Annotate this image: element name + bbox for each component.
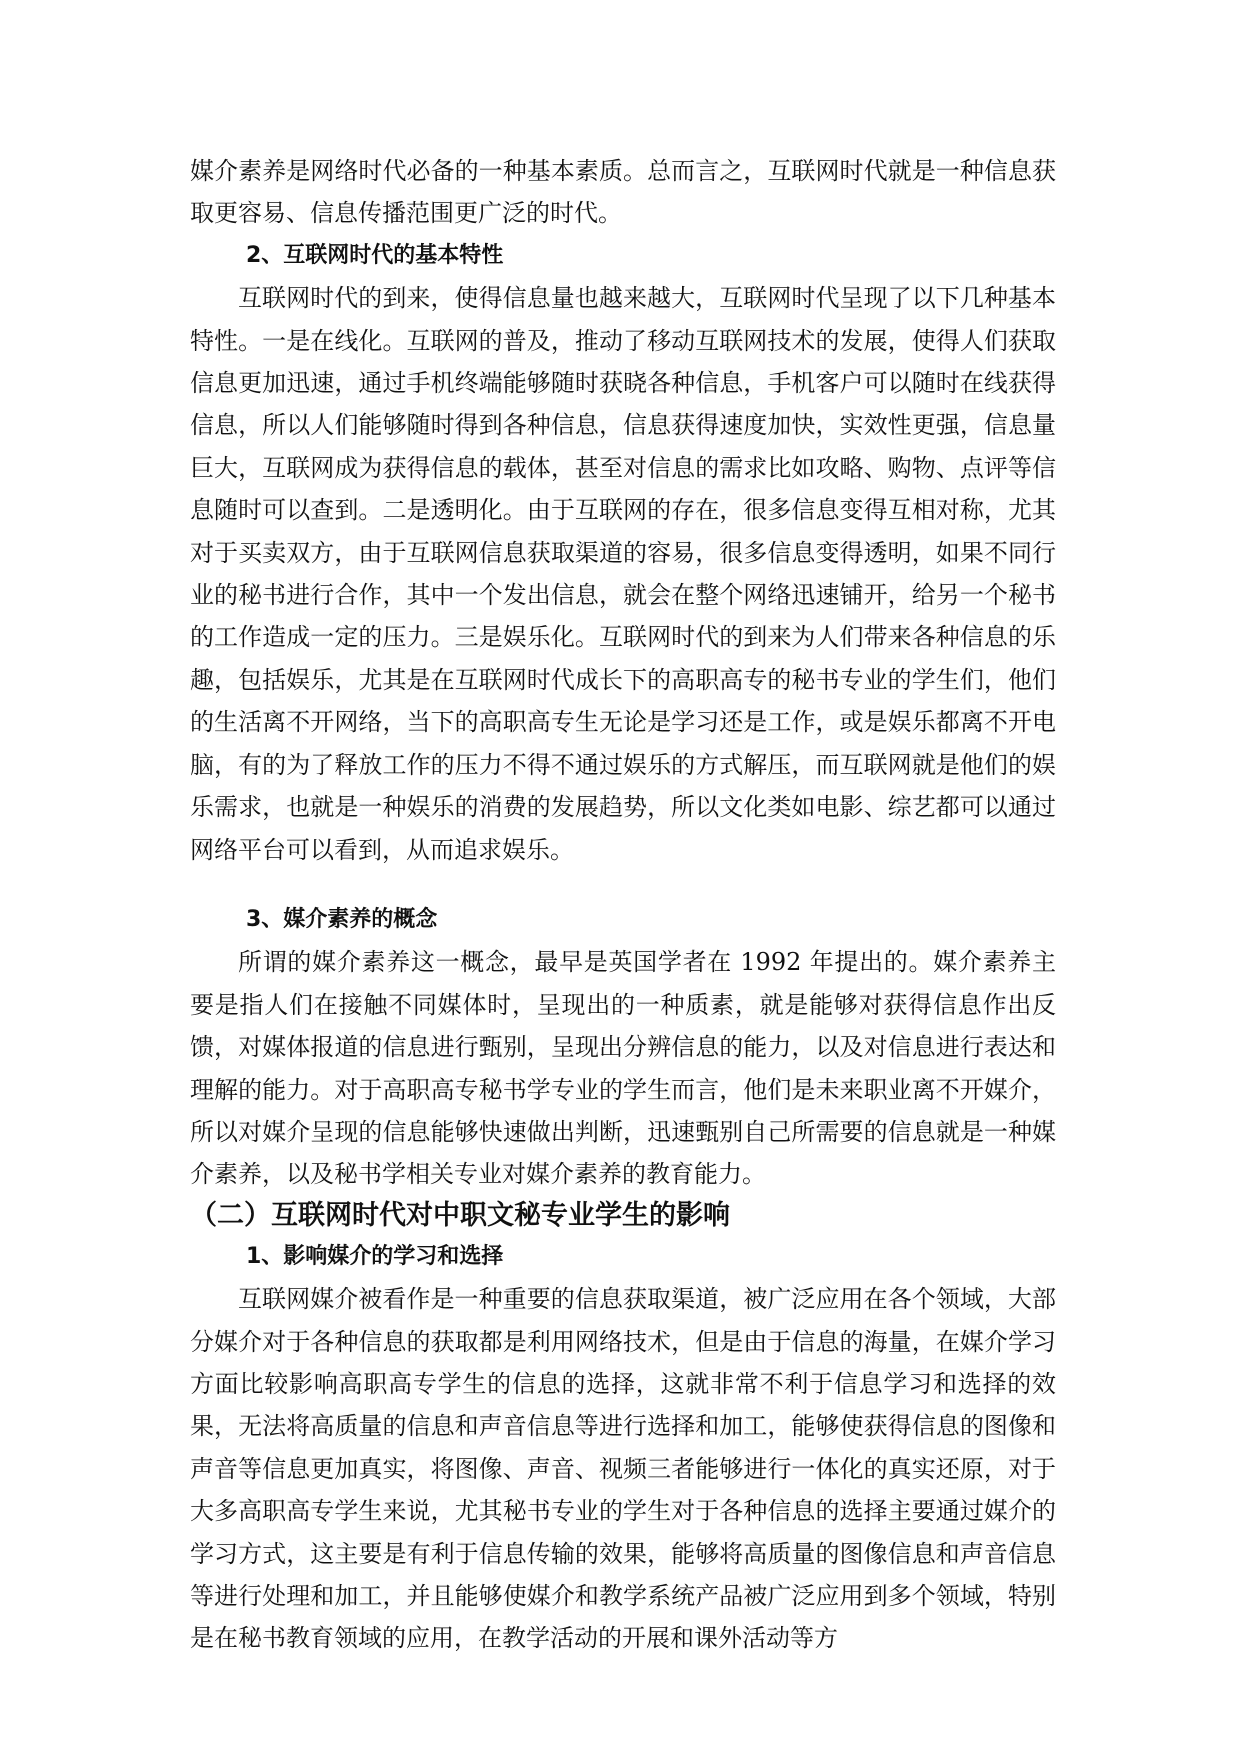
- subsection-heading-media-learning: 1、影响媒介的学习和选择: [246, 1243, 504, 1269]
- paragraph-media-learning: 互联网媒介被看作是一种重要的信息获取渠道，被广泛应用在各个领域，大部分媒介对于各种信息的获取都是利用网络技术，但是由于信息的海量，在媒介学习方面比较影响高职高专学生的信息的选择，这就非常不利于信息学习和选择的效果，无法将高质量的信息和声音信息等进行选择和加工，能够使获得信息的图像和声音等信息更加真实，将图像、声音、视频三者能够进行一体化的真实还原，对于大多高职高专学生来说，尤其秘书专业的学生对于各种信息的选择主要通过媒介的学习方式，这主要是有利于信息传输的效果，能够将高质量的图像信息和声音信息等进行处理和加工，并且能够使媒介和教学系统产品被广泛应用到多个领域，特别是在秘书教育领域的应用，在教学活动的开展和课外活动等方: [190, 1285, 1056, 1653]
- intro-paragraph: 媒介素养是网络时代必备的一种基本素质。总而言之，互联网时代就是一种信息获取更容易、信息传播范围更广泛的时代。: [190, 157, 1056, 228]
- section-heading-impact: （二）互联网时代对中职文秘专业学生的影响: [190, 1199, 730, 1231]
- paragraph-basic-characteristics: 互联网时代的到来，使得信息量也越来越大，互联网时代呈现了以下几种基本特性。一是在线化。互联网的普及，推动了移动互联网技术的发展，使得人们获取信息更加迅速，通过手机终端能够随时获晓各种信息，手机客户可以随时在线获得信息，所以人们能够随时得到各种信息，信息获得速度加快，实效性更强，信息量巨大，互联网成为获得信息的载体，甚至对信息的需求比如攻略、购物、点评等信息随时可以查到。二是透明化。由于互联网的存在，很多信息变得互相对称，尤其对于买卖双方，由于互联网信息获取渠道的容易，很多信息变得透明，如果不同行业的秘书进行合作，其中一个发出信息，就会在整个网络迅速铺开，给另一个秘书的工作造成一定的压力。三是娱乐化。互联网时代的到来为人们带来各种信息的乐趣，包括娱乐，尤其是在互联网时代成长下的高职高专的秘书专业的学生们，他们的生活离不开网络，当下的高职高专生无论是学习还是工作，或是娱乐都离不开电脑，有的为了释放工作的压力不得不通过娱乐的方式解压，而互联网就是他们的娱乐需求，也就是一种娱乐的消费的发展趋势，所以文化类如电影、综艺都可以通过网络平台可以看到，从而追求娱乐。: [190, 284, 1056, 864]
- document-body: [190, 150, 1056, 1660]
- subsection-heading-media-literacy-concept: 3、媒介素养的概念: [246, 906, 438, 932]
- paragraph-media-literacy-concept: 所谓的媒介素养这一概念，最早是英国学者在 1992 年提出的。媒介素养主要是指人们在接触不同媒体时，呈现出的一种质素，就是能够对获得信息作出反馈，对媒体报道的信息进行甄别，呈现出分辨信息的能力，以及对信息进行表达和理解的能力。对于高职高专秘书学专业的学生而言，他们是未来职业离不开媒介，所以对媒介呈现的信息能够快速做出判断，迅速甄别自己所需要的信息就是一种媒介素养，以及秘书学相关专业对媒介素养的教育能力。: [190, 948, 1056, 1189]
- subsection-heading-basic-characteristics: 2、互联网时代的基本特性: [246, 242, 504, 268]
